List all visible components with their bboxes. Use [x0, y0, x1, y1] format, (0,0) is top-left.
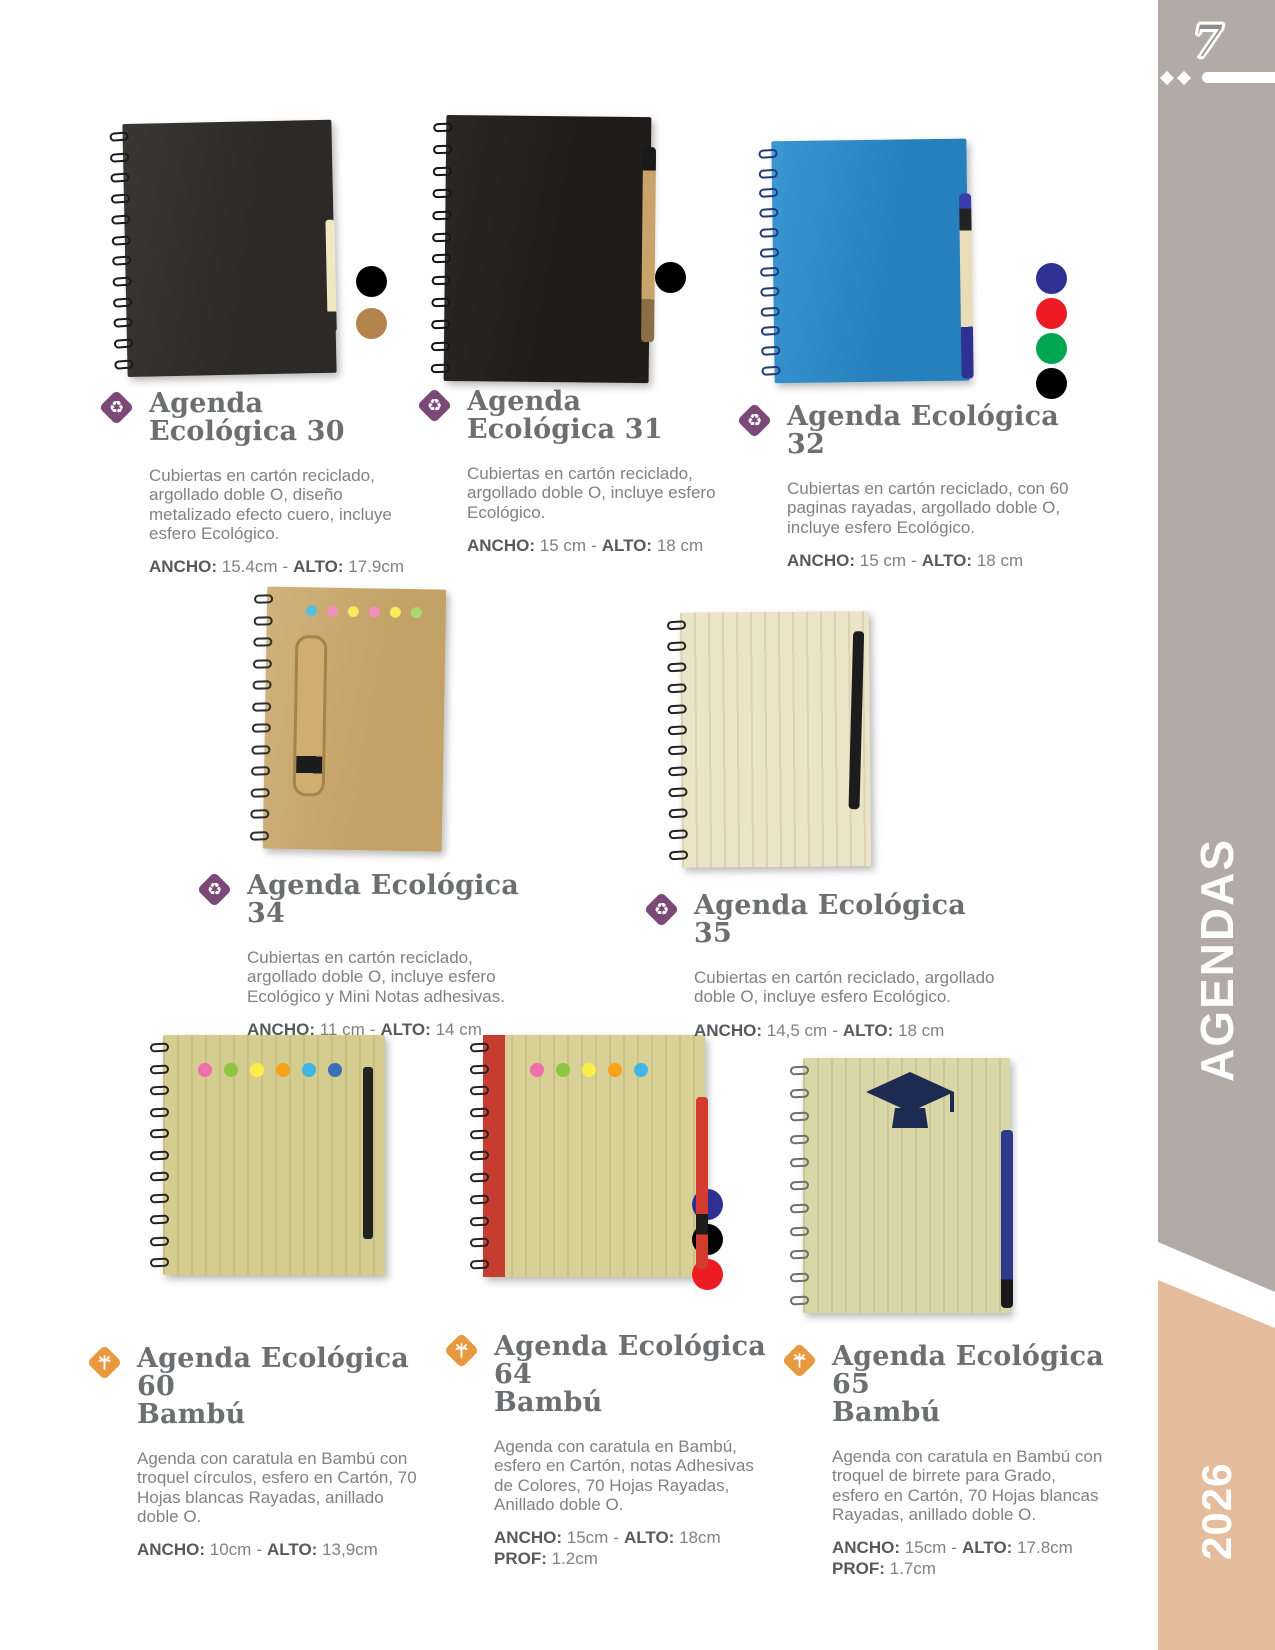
spiral-ring-icon [252, 702, 271, 712]
color-options [356, 266, 387, 339]
product-title: Agenda Ecológica 30 [149, 388, 345, 448]
spiral-ring-icon [668, 787, 688, 797]
product-dimensions: ANCHO: 11 cm - ALTO: 14 cm [247, 1019, 482, 1039]
product-header [445, 1333, 775, 1417]
spiral-ring-icon [759, 208, 779, 218]
color-dot [327, 606, 338, 617]
product-title: Agenda Ecológica 35 [694, 890, 966, 950]
spiral-ring-icon [150, 1236, 169, 1246]
spiral-ring-icon [111, 194, 131, 204]
spiral-ring-icon [470, 1194, 489, 1204]
spiral-ring-icon [761, 346, 781, 356]
diamond-dot-icon [1160, 70, 1174, 84]
pen [696, 1097, 708, 1269]
product-header [645, 892, 985, 948]
color-dot [608, 1063, 622, 1077]
pen [293, 635, 328, 797]
color-dot [198, 1063, 212, 1077]
product-dimensions: ANCHO: 14,5 cm - ALTO: 18 cm [694, 1020, 945, 1040]
spiral-ring-icon [790, 1135, 809, 1145]
spiral-ring-icon [251, 788, 270, 798]
spiral-ring-icon [113, 318, 133, 328]
product-dimensions: ANCHO: 15 cm - ALTO: 18 cm [467, 535, 704, 555]
spiral-ring-icon [432, 188, 451, 198]
spiral-ring-icon [470, 1108, 489, 1118]
product-dimensions: ANCHO: 15 cm - ALTO: 18 cm [787, 550, 1024, 570]
color-dot [328, 1063, 342, 1077]
product-header [100, 390, 410, 446]
recycle-icon: ♻ [417, 388, 452, 423]
bamboo-icon [87, 1345, 122, 1380]
spiral-ring-icon [760, 267, 780, 277]
spiral-ring-icon [432, 210, 451, 220]
color-dot [1036, 333, 1067, 364]
spiral-ring-icon [668, 746, 688, 756]
bamboo-icon [444, 1333, 479, 1368]
spiral-ring-icon [667, 704, 687, 714]
color-dot [224, 1063, 238, 1077]
spiral-ring-icon [470, 1238, 489, 1248]
spiral-ring-icon [470, 1259, 489, 1269]
spiral-ring-icon [431, 298, 450, 308]
recycle-icon: ♻ [99, 390, 134, 425]
sidebar-gray-band [1158, 0, 1275, 1292]
color-options [1036, 263, 1067, 399]
header-decoration [1162, 72, 1275, 83]
spiral-ring-icon [112, 276, 132, 286]
product-card-agenda-64 [445, 1333, 775, 1570]
spiral-ring-icon [470, 1216, 489, 1226]
notebook-cover [263, 587, 447, 852]
sticky-notes [306, 605, 422, 618]
product-image-agenda-64 [470, 1035, 705, 1277]
spiral-ring-icon [251, 766, 270, 776]
spiral-ring-icon [760, 287, 780, 297]
spiral-ring-icon [150, 1043, 169, 1053]
product-header [738, 403, 1068, 459]
color-dot [530, 1063, 544, 1077]
notebook-cover [444, 115, 652, 383]
color-dot [390, 607, 401, 618]
pen [959, 193, 974, 378]
product-title: Agenda Ecológica 31 [467, 386, 663, 446]
spiral-ring-icon [254, 594, 273, 604]
product-image-agenda-60 [150, 1035, 385, 1275]
product-image-agenda-34 [250, 586, 447, 851]
spiral-ring-icon [470, 1173, 489, 1183]
spiral-ring-icon [112, 256, 132, 266]
spiral-ring-icon [759, 228, 779, 238]
spiral-ring-icon [432, 254, 451, 264]
spiral-ring-icon [790, 1112, 809, 1122]
spiral-ring-icon [470, 1043, 489, 1053]
product-card-agenda-34 [198, 872, 528, 1041]
product-card-agenda-30 [100, 390, 410, 578]
spiral-binding-icon [250, 594, 278, 840]
spiral-ring-icon [113, 297, 133, 307]
spiral-ring-icon [669, 829, 689, 839]
notebook-cover [771, 139, 969, 384]
color-dot [411, 607, 422, 618]
spiral-ring-icon [431, 276, 450, 286]
spiral-ring-icon [431, 364, 450, 374]
color-dot [356, 308, 387, 339]
spiral-ring-icon [251, 745, 270, 755]
spiral-ring-icon [761, 366, 781, 376]
product-image-agenda-65 [790, 1058, 1010, 1313]
spiral-ring-icon [150, 1150, 169, 1160]
spiral-ring-icon [431, 342, 450, 352]
spiral-ring-icon [790, 1273, 809, 1283]
color-dot [1036, 298, 1067, 329]
spiral-ring-icon [150, 1086, 169, 1096]
product-description: Agenda con caratula en Bambú, esfero en Cartón, notas Adhesivas de Colores, 70 Hojas Rayadas, Anillado doble O. [494, 1437, 754, 1514]
spiral-ring-icon [150, 1129, 169, 1139]
spiral-ring-icon [111, 214, 131, 224]
product-description: Agenda con caratula en Bambú con troquel de birrete para Grado, esfero en Cartón, 70 Hojas blancas Rayadas, anillado doble O. [832, 1447, 1103, 1524]
spiral-ring-icon [254, 616, 273, 626]
product-header [783, 1343, 1113, 1427]
notebook-cover [680, 611, 871, 868]
product-header [198, 872, 528, 928]
product-description: Cubiertas en cartón reciclado, argollado doble O, incluye esfero Ecológico. [467, 464, 716, 522]
spiral-ring-icon [760, 306, 780, 316]
color-dot [302, 1063, 316, 1077]
spiral-ring-icon [150, 1107, 169, 1117]
notebook-cover [122, 120, 336, 377]
spiral-binding-icon [110, 132, 139, 369]
pen [325, 220, 336, 332]
spiral-ring-icon [790, 1089, 809, 1099]
spiral-ring-icon [790, 1296, 809, 1306]
color-dot [582, 1063, 596, 1077]
spiral-ring-icon [110, 173, 130, 183]
die-cut-circles [198, 1063, 342, 1077]
product-title: Agenda Ecológica 32 [787, 401, 1059, 461]
product-dimensions: ANCHO: 15cm - ALTO: 17.8cm PROF: 1.7cm [832, 1538, 1073, 1578]
product-card-agenda-65 [783, 1343, 1113, 1580]
spiral-ring-icon [150, 1258, 169, 1268]
product-dimensions: ANCHO: 15cm - ALTO: 18cm PROF: 1.2cm [494, 1528, 721, 1568]
spiral-ring-icon [114, 339, 134, 349]
product-title: Agenda Ecológica 34 [247, 870, 519, 930]
spiral-ring-icon [253, 659, 272, 669]
color-dot [348, 606, 359, 617]
product-image-agenda-31 [431, 115, 652, 383]
header-line [1202, 72, 1275, 83]
spiral-ring-icon [252, 723, 271, 733]
product-image-agenda-35 [667, 611, 871, 868]
spiral-ring-icon [790, 1158, 809, 1168]
spiral-ring-icon [250, 831, 269, 841]
color-dot [655, 262, 686, 293]
spiral-ring-icon [433, 144, 452, 154]
spiral-ring-icon [667, 641, 687, 651]
spiral-binding-icon [431, 123, 458, 373]
spiral-ring-icon [150, 1064, 169, 1074]
spiral-ring-icon [109, 131, 129, 141]
spiral-ring-icon [150, 1193, 169, 1203]
sticky-notes [530, 1063, 648, 1077]
spiral-ring-icon [667, 662, 687, 672]
product-description: Cubiertas en cartón reciclado, argollado doble O, diseño metalizado efecto cuero, incluye esfero Ecológico. [149, 466, 392, 543]
color-dot [276, 1063, 290, 1077]
color-dot [306, 605, 317, 616]
spiral-ring-icon [252, 680, 271, 690]
product-description: Agenda con caratula en Bambú con troquel círculos, esfero en Cartón, 70 Hojas blancas Rayadas, anillado doble O. [137, 1449, 417, 1526]
spiral-ring-icon [759, 188, 779, 198]
color-dot [1036, 368, 1067, 399]
spiral-ring-icon [667, 683, 687, 693]
spiral-ring-icon [470, 1064, 489, 1074]
pen [1001, 1130, 1013, 1308]
recycle-icon: ♻ [737, 403, 772, 438]
spiral-ring-icon [250, 809, 269, 819]
spiral-ring-icon [668, 725, 688, 735]
product-image-agenda-30 [109, 120, 336, 378]
product-title: Agenda Ecológica 60 Bambú [137, 1343, 409, 1431]
product-description: Cubiertas en cartón reciclado, con 60 paginas rayadas, argollado doble O, incluye esfero Ecológico. [787, 479, 1069, 537]
product-card-agenda-35 [645, 890, 995, 1041]
diamond-dot-icon [1177, 70, 1191, 84]
product-header [88, 1345, 418, 1429]
spiral-binding-icon [758, 149, 785, 375]
year-label: 2026 [1192, 1462, 1240, 1560]
spiral-ring-icon [760, 247, 780, 257]
spiral-ring-icon [790, 1204, 809, 1214]
color-dot [556, 1063, 570, 1077]
product-title: Agenda Ecológica 64 Bambú [494, 1331, 766, 1419]
pen [641, 147, 656, 342]
spiral-binding-icon [150, 1043, 174, 1267]
spiral-ring-icon [790, 1250, 809, 1260]
spiral-ring-icon [470, 1086, 489, 1096]
spiral-ring-icon [668, 808, 688, 818]
spiral-ring-icon [431, 320, 450, 330]
spiral-ring-icon [669, 850, 689, 860]
spiral-ring-icon [790, 1066, 809, 1076]
product-description: Cubiertas en cartón reciclado, argollado doble O, incluye esfero Ecológico y Mini Notas adhesivas. [247, 948, 505, 1006]
spiral-ring-icon [470, 1151, 489, 1161]
spiral-ring-icon [667, 620, 687, 630]
color-dot [369, 606, 380, 617]
spiral-ring-icon [112, 235, 132, 245]
section-label: AGENDAS [1190, 837, 1243, 1082]
spiral-ring-icon [761, 326, 781, 336]
recycle-icon: ♻ [644, 892, 679, 927]
spiral-binding-icon [470, 1043, 494, 1269]
graduation-cap-icon [862, 1070, 958, 1136]
spiral-binding-icon [790, 1066, 814, 1305]
product-card-agenda-60 [88, 1345, 418, 1561]
spiral-ring-icon [253, 637, 272, 647]
color-dot [1036, 263, 1067, 294]
product-dimensions: ANCHO: 15.4cm - ALTO: 17.9cm [149, 556, 405, 576]
page-number: 7 [1191, 14, 1224, 68]
pen [363, 1067, 373, 1239]
spiral-ring-icon [110, 152, 130, 162]
spiral-ring-icon [114, 359, 134, 369]
color-dot [356, 266, 387, 297]
product-dimensions: ANCHO: 10cm - ALTO: 13,9cm [137, 1540, 378, 1560]
spiral-ring-icon [790, 1227, 809, 1237]
spiral-ring-icon [758, 149, 778, 159]
product-header [418, 388, 728, 444]
product-card-agenda-32 [738, 403, 1068, 572]
product-card-agenda-31 [418, 388, 728, 557]
spiral-ring-icon [432, 232, 451, 242]
spiral-ring-icon [150, 1215, 169, 1225]
spiral-ring-icon [433, 166, 452, 176]
color-dot [634, 1063, 648, 1077]
product-title: Agenda Ecológica 65 Bambú [832, 1341, 1104, 1429]
recycle-icon: ♻ [197, 872, 232, 907]
spiral-ring-icon [668, 767, 688, 777]
spiral-ring-icon [790, 1181, 809, 1191]
product-description: Cubiertas en cartón reciclado, argollado doble O, incluye esfero Ecológico. [694, 968, 995, 1007]
spiral-ring-icon [470, 1129, 489, 1139]
spiral-ring-icon [150, 1172, 169, 1182]
color-dot [250, 1063, 264, 1077]
spiral-binding-icon [667, 621, 693, 860]
spiral-ring-icon [758, 168, 778, 178]
product-image-agenda-32 [758, 139, 969, 384]
bamboo-icon [782, 1343, 817, 1378]
color-options [655, 262, 686, 293]
spiral-ring-icon [433, 123, 452, 133]
